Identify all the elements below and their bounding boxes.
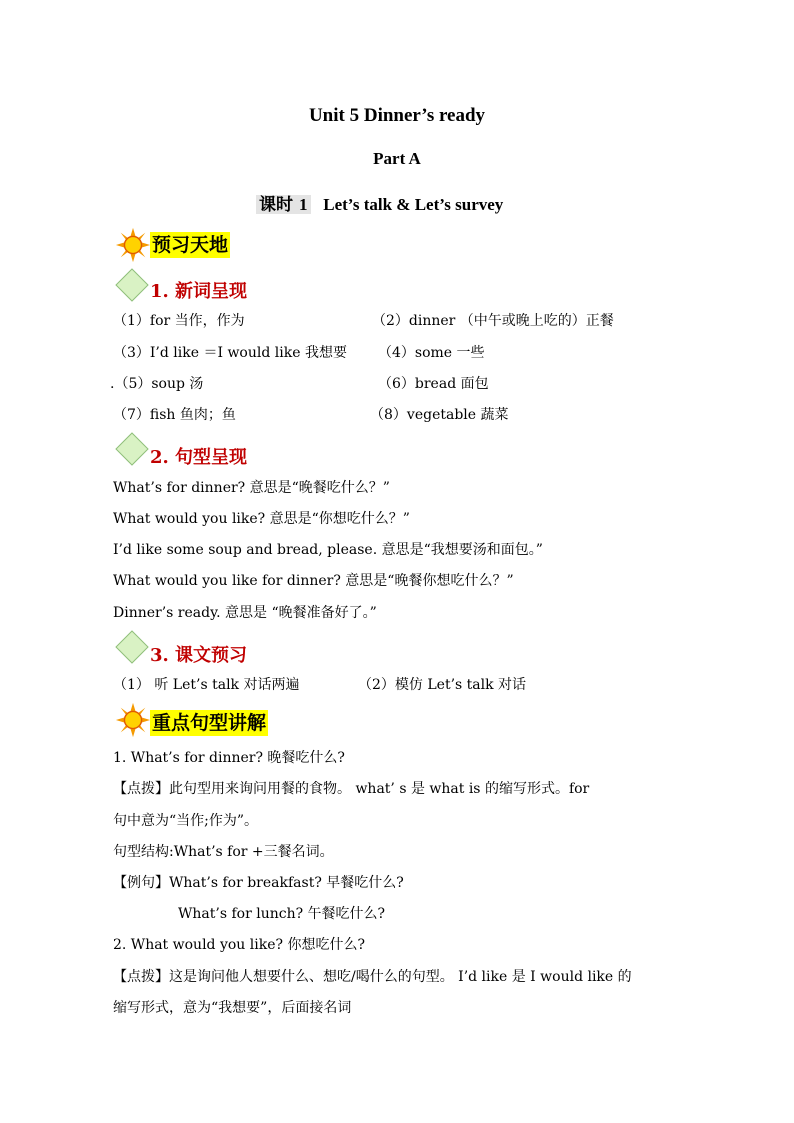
- sentence-item: I’d like some soup and bread, please. 意思是“我想要汤和面包。”: [113, 542, 543, 558]
- preview-item: （2）模仿 Let’s talk 对话: [358, 677, 527, 693]
- key-points-banner: 重点句型讲解: [152, 712, 267, 734]
- preview-banner: 预习天地: [152, 234, 229, 256]
- section-sentences-title: 2. 句型呈现: [150, 447, 248, 468]
- vocab-item: （7）fish 鱼肉；鱼: [113, 407, 236, 423]
- key-point-line: 缩写形式，意为“我想要”，后面接名词: [113, 1000, 352, 1016]
- unit-title: Unit 5 Dinner’s ready: [308, 105, 486, 126]
- key-point-line: 【点拨】此句型用来询问用餐的食物。 what’ s 是 what is 的缩写形式。for: [113, 781, 590, 797]
- key-point-line: 1. What’s for dinner? 晚餐吃什么?: [113, 750, 345, 766]
- preview-item: （1） 听 Let’s talk 对话两遍: [113, 677, 300, 693]
- sentence-item: What’s for dinner? 意思是“晚餐吃什么？”: [113, 480, 390, 496]
- key-point-line: 【例句】What’s for breakfast? 早餐吃什么?: [113, 875, 404, 891]
- part-title: Part A: [373, 149, 421, 168]
- section-text-preview-title: 3. 课文预习: [150, 645, 248, 666]
- vocab-item: （8）vegetable 蔬菜: [370, 407, 509, 423]
- vocab-item: （6）bread 面包: [378, 376, 489, 392]
- vocab-item: .（5）soup 汤: [110, 376, 204, 392]
- lesson-title: [256, 190, 503, 215]
- sun-icon: [114, 701, 152, 739]
- vocab-item: （1）for 当作，作为: [113, 313, 245, 329]
- vocab-item: （3）I’d like ＝I would like 我想要: [113, 345, 347, 361]
- sun-icon: [114, 226, 152, 264]
- section-new-words-title: 1. 新词呈现: [150, 281, 248, 302]
- lesson-name: Let’s talk & Let’s survey: [323, 195, 504, 214]
- key-point-line: 【点拨】这是询问他人想要什么、想吃/喝什么的句型。 I’d like 是 I would like 的: [113, 969, 632, 985]
- diamond-icon: [115, 268, 149, 302]
- lesson-prefix: 课时: [256, 195, 296, 214]
- vocab-item: （2）dinner （中午或晚上吃的）正餐: [372, 313, 614, 329]
- sentence-item: What would you like for dinner? 意思是“晚餐你想吃什么？”: [113, 573, 514, 589]
- lesson-number: 1: [296, 195, 311, 214]
- diamond-icon: [115, 630, 149, 664]
- sentence-item: What would you like? 意思是“你想吃什么？”: [113, 511, 410, 527]
- key-point-line: 句型结构:What’s for +三餐名词。: [113, 844, 334, 860]
- key-point-line: 2. What would you like? 你想吃什么?: [113, 937, 365, 953]
- vocab-item: （4）some 一些: [378, 345, 485, 361]
- key-point-line: 句中意为“当作;作为”。: [113, 813, 259, 829]
- diamond-icon: [115, 432, 149, 466]
- key-point-line: What’s for lunch? 午餐吃什么?: [178, 906, 386, 922]
- sentence-item: Dinner’s ready. 意思是 “晚餐准备好了。”: [113, 605, 377, 621]
